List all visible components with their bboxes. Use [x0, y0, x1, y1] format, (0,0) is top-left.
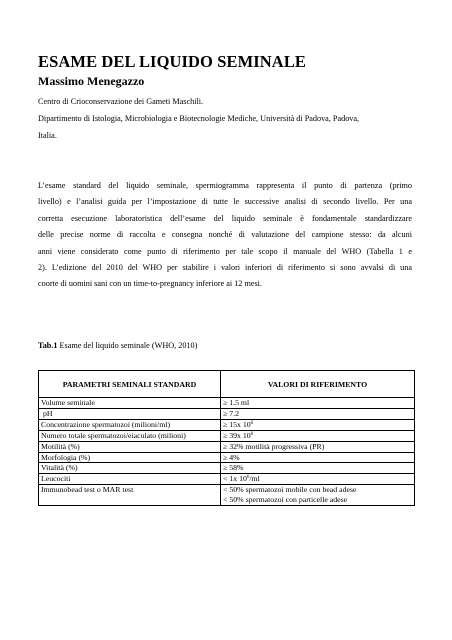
author-name: Massimo Menegazzo [38, 74, 145, 88]
table-row [39, 463, 415, 474]
parameter-cell: Vitalità (%) [39, 463, 221, 474]
table-row [39, 398, 415, 409]
reference-value-cell [221, 485, 415, 506]
reference-value-cell [221, 398, 415, 409]
parameter-cell: Immunobead test o MAR test [39, 485, 221, 506]
reference-value: ≥ 7.2 [223, 408, 239, 418]
caption-label: Tab.1 [38, 341, 58, 350]
affiliation-line-3: Italia. [38, 131, 57, 140]
parameter-cell: pH [39, 408, 221, 419]
caption-text: Esame del liquido seminale (WHO, 2010) [57, 341, 198, 350]
body-line: livello) e l’analisi guida per l’impostazione di tutte le successive analisi di secondo livello. Per una [38, 197, 412, 207]
reference-value-cell [221, 474, 415, 485]
exponent: 6 [250, 420, 254, 426]
reference-value: ≥ 58% [223, 463, 244, 473]
document-title: ESAME DEL LIQUIDO SEMINALE [38, 52, 307, 71]
parameter-cell: Motilità (%) [39, 441, 221, 452]
affiliation-line-2: Dipartimento di Istologia, Microbiologia e Biotecnologie Mediche, Università di Padova, Padova, [38, 114, 360, 123]
reference-value-cell [221, 419, 415, 430]
exponent: 6 [246, 475, 250, 481]
reference-value-cell [221, 452, 415, 463]
table-caption [38, 341, 197, 350]
unit-suffix: /ml [249, 474, 260, 484]
reference-value: < 1x 10 [223, 474, 247, 484]
parameter-cell: Numero totale spermatozoi/eiaculato (milioni) [39, 430, 221, 441]
reference-values-table [38, 370, 415, 506]
parameter-cell: Leucociti [39, 474, 221, 485]
reference-value: ≥ 15x 10 [223, 419, 251, 429]
column-header-reference: VALORI DI RIFERIMENTO [221, 371, 415, 398]
table-row [39, 430, 415, 441]
parameter-cell: Volume seminale [39, 398, 221, 409]
table-row [39, 408, 415, 419]
affiliation-line-1: Centro di Crioconservazione dei Gameti Maschili. [38, 97, 204, 106]
reference-value: < 50% spermatozoi con particelle adese [223, 495, 348, 505]
reference-value-cell [221, 463, 415, 474]
table-row [39, 485, 415, 506]
body-line: coorte di uomini sani con un time-to-pregnancy inferiore ai 12 mesi. [38, 279, 262, 289]
reference-value-cell [221, 408, 415, 419]
body-paragraph [38, 178, 412, 293]
reference-value: ≥ 32% motilità progressiva (PR) [223, 441, 325, 451]
table-row [39, 452, 415, 463]
column-header-parameters: PARAMETRI SEMINALI STANDARD [39, 371, 221, 398]
table-header-row [39, 371, 415, 398]
reference-value: ≥ 1.5 ml [223, 398, 250, 407]
body-line: delle precise norme di raccolta e consegna nonché di valutazione del campione stesso: da alcuni [38, 230, 412, 240]
reference-value: < 50% spermatozoi mobile con bead adese [223, 485, 357, 495]
reference-value: ≥ 39x 10 [223, 430, 251, 440]
table-row [39, 419, 415, 430]
body-line: corretta esecuzione laboratoristica dell’esame del liquido seminale è fondamentale standardizzare [38, 213, 412, 223]
table-row [39, 474, 415, 485]
body-line: L’esame standard del liquido seminale, spermiogramma rappresenta il punto di partenza (primo [38, 181, 412, 190]
parameter-cell: Morfologia (%) [39, 452, 221, 463]
parameter-cell: Concentrazione spermatozoi (milioni/ml) [39, 419, 221, 430]
table-row [39, 441, 415, 452]
reference-value: ≥ 4% [223, 452, 240, 462]
reference-value-cell [221, 441, 415, 452]
body-line: anni viene considerato come punto di riferimento per tale scopo il manuale del WHO (Tabella 1 e [38, 246, 412, 256]
exponent: 6 [250, 431, 254, 437]
reference-value-cell [221, 430, 415, 441]
body-line: 2). L’edizione del 2010 del WHO per stabilire i valori inferiori di riferimento si sono avvalsi di una [38, 262, 412, 272]
